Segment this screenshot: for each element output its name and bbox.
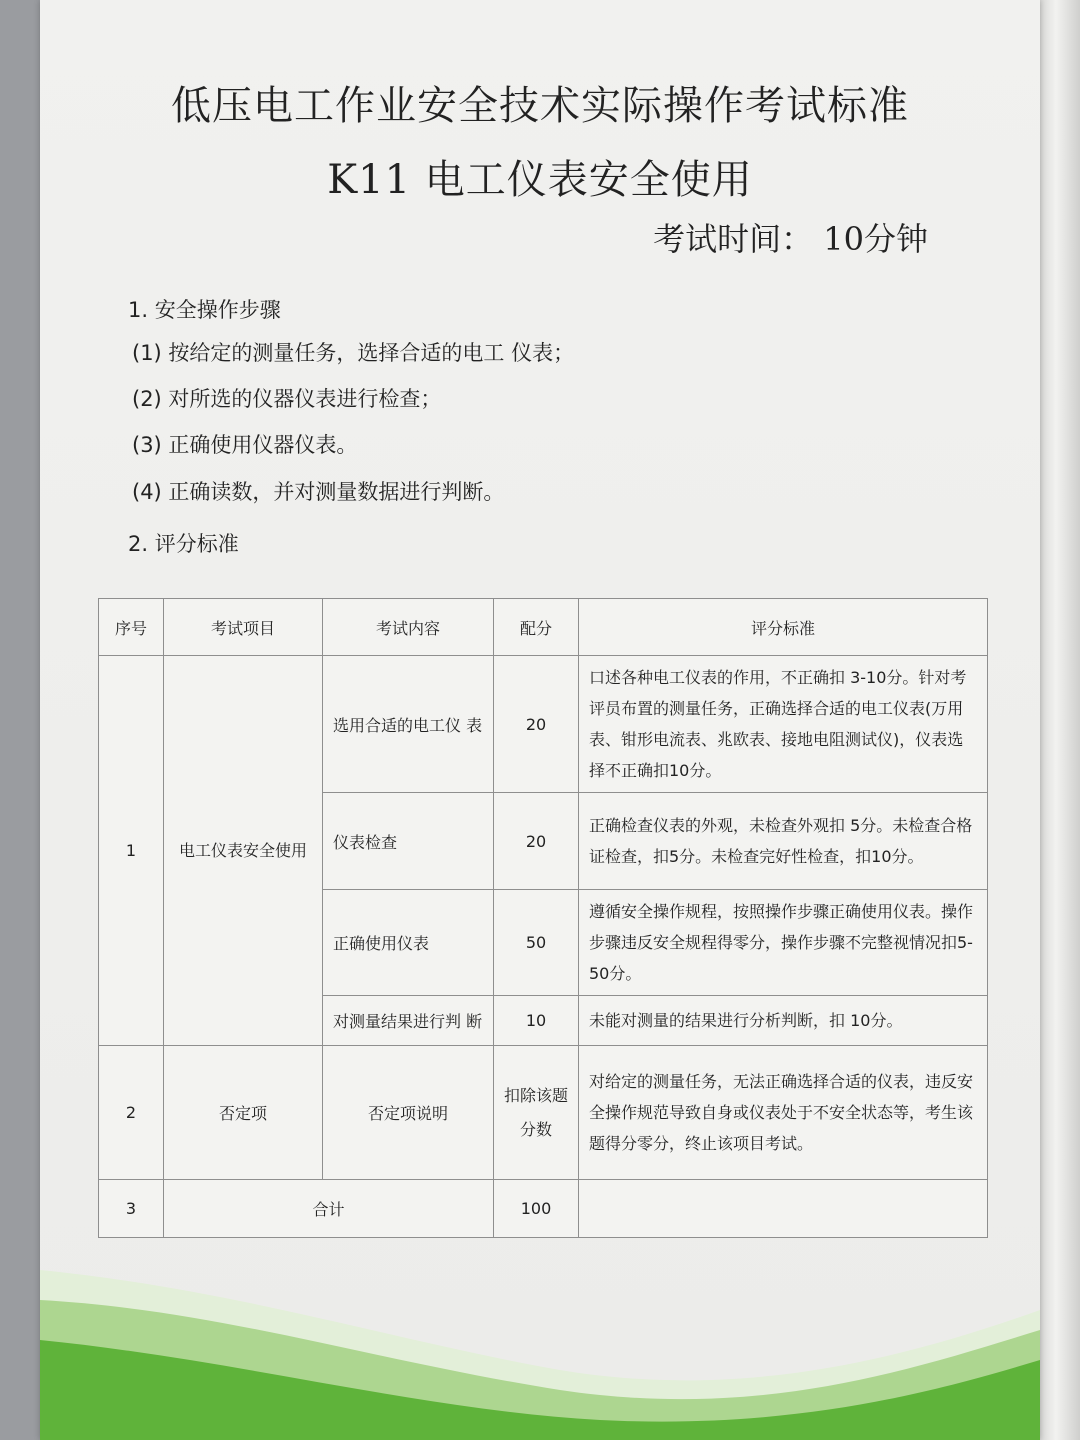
row3-item: 合计 — [164, 1180, 494, 1238]
header-criteria: 评分标准 — [579, 599, 988, 656]
header-content: 考试内容 — [323, 599, 494, 656]
document-subtitle: K11 电工仪表安全使用 — [327, 157, 753, 203]
row2-score: 扣除该题分数 — [494, 1046, 579, 1180]
table-row — [99, 1180, 988, 1238]
table-row — [99, 656, 988, 793]
table-header-row — [99, 599, 988, 656]
row1-score-4: 10 — [494, 996, 579, 1046]
row3-no: 3 — [99, 1180, 164, 1238]
section-2-title: 2. 评分标准 — [128, 532, 239, 556]
row2-criteria: 对给定的测量任务，无法正确选择合适的仪表，违反安全操作规范导致自身或仪表处于不安全状态等，考生该题得分零分，终止该项目考试。 — [579, 1046, 988, 1180]
row1-content-1: 选用合适的电工仪 表 — [323, 656, 494, 793]
row1-score-1: 20 — [494, 656, 579, 793]
green-wave-decoration — [40, 1250, 1040, 1440]
row2-item: 否定项 — [164, 1046, 323, 1180]
header-score: 配分 — [494, 599, 579, 656]
step-4: (4) 正确读数，并对测量数据进行判断。 — [132, 480, 505, 504]
exam-time: 考试时间： 10分钟 — [653, 220, 928, 258]
row1-no: 1 — [99, 656, 164, 1046]
row1-score-2: 20 — [494, 793, 579, 890]
row1-criteria-2: 正确检查仪表的外观，未检查外观扣 5分。未检查合格证检查，扣5分。未检查完好性检查，扣10分。 — [579, 793, 988, 890]
document-title: 低压电工作业安全技术实际操作考试标准 — [171, 83, 909, 129]
scoring-table — [98, 598, 988, 1238]
row1-criteria-4: 未能对测量的结果进行分析判断，扣 10分。 — [579, 996, 988, 1046]
row3-score: 100 — [494, 1180, 579, 1238]
row1-score-3: 50 — [494, 890, 579, 996]
step-3: (3) 正确使用仪器仪表。 — [132, 433, 358, 457]
table-row — [99, 1046, 988, 1180]
adjacent-page-edge — [1040, 0, 1080, 1440]
section-1-title: 1. 安全操作步骤 — [128, 298, 281, 322]
step-2: (2) 对所选的仪器仪表进行检查； — [132, 387, 442, 411]
row2-no: 2 — [99, 1046, 164, 1180]
row1-content-2: 仪表检查 — [323, 793, 494, 890]
row2-content: 否定项说明 — [323, 1046, 494, 1180]
document-page — [40, 0, 1040, 1440]
row1-criteria-1: 口述各种电工仪表的作用，不正确扣 3-10分。针对考评员布置的测量任务，正确选择合适的电工仪表(万用表、钳形电流表、兆欧表、接地电阻测试仪)，仪表选择不正确扣10分。 — [579, 656, 988, 793]
header-item: 考试项目 — [164, 599, 323, 656]
row3-criteria — [579, 1180, 988, 1238]
header-no: 序号 — [99, 599, 164, 656]
row1-item: 电工仪表安全使用 — [164, 656, 323, 1046]
step-1: (1) 按给定的测量任务，选择合适的电工 仪表； — [132, 341, 575, 365]
row1-content-4: 对测量结果进行判 断 — [323, 996, 494, 1046]
row1-criteria-3: 遵循安全操作规程，按照操作步骤正确使用仪表。操作步骤违反安全规程得零分，操作步骤不完整视情况扣5-50分。 — [579, 890, 988, 996]
row1-content-3: 正确使用仪表 — [323, 890, 494, 996]
